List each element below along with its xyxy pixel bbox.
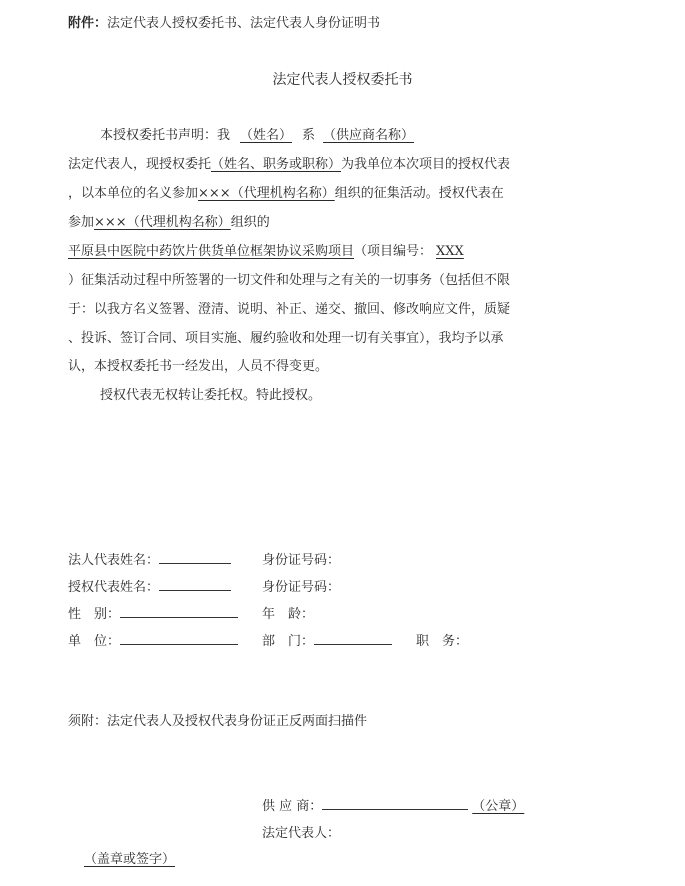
attachment-prefix: 附件：	[68, 16, 108, 31]
gender-label: 性 别：	[68, 607, 121, 622]
delegate-field: （姓名、职务或职称）	[211, 157, 342, 172]
declaration-intro: 本授权委托书声明：我	[100, 128, 231, 143]
declaration-line-4	[68, 211, 270, 230]
document-title: 法定代表人授权委托书	[272, 72, 413, 88]
declaration-line-10: 授权代表无权转让委托权。特此授权。	[100, 388, 322, 403]
line3-post: 组织的征集活动。授权代表在	[334, 186, 504, 201]
stamp-or-sign	[80, 848, 179, 867]
stamp-or-sign-text: （盖章或签字）	[84, 852, 176, 867]
unit-row	[68, 630, 238, 649]
position-label: 职 务：	[416, 634, 469, 649]
auth-rep-name-line	[159, 577, 231, 591]
declaration-line-6: ）征集活动过程中所签署的一切文件和处理与之有关的一切事务（包括但不限	[68, 273, 511, 288]
id-no-2-label: 身份证号码：	[262, 580, 341, 595]
declaration-line-5	[68, 240, 468, 259]
legal-rep-sign-label: 法定代表人：	[262, 826, 341, 841]
line4-post: 组织的	[230, 215, 270, 230]
agency-field-1: ×××（代理机构名称）	[198, 186, 335, 201]
auth-rep-row	[68, 576, 231, 595]
auth-rep-name-label: 授权代表姓名：	[68, 580, 160, 595]
supplier-label: 供 应 商：	[262, 799, 323, 814]
line2-post: 为我单位本次项目的授权代表	[341, 157, 511, 172]
id-no-1-label: 身份证号码：	[262, 553, 341, 568]
declaration-line-9: 认，本授权委托书一经发出，人员不得变更。	[68, 359, 329, 374]
department-label: 部 门：	[262, 634, 315, 649]
declaration-line-1	[100, 124, 422, 143]
gender-line	[120, 604, 238, 618]
project-no: XXX	[436, 244, 464, 259]
declaration-line-7: 于：以我方名义签署、澄清、说明、补正、递交、撤回、修改响应文件，质疑	[68, 302, 511, 317]
line4-pre: 参加	[68, 215, 95, 230]
age-label: 年 龄：	[262, 607, 315, 622]
agency-field-2: ×××（代理机构名称）	[94, 215, 231, 230]
official-seal: （公章）	[472, 799, 525, 814]
line3-pre: ，以本单位的名义参加	[68, 186, 199, 201]
declaration-line-3	[68, 182, 504, 201]
supplier-sign-row	[262, 795, 528, 814]
project-name: 平原县中医院中药饮片供货单位框架协议采购项目	[68, 244, 355, 259]
declaration-line-2	[68, 153, 510, 172]
legal-rep-name-label: 法人代表姓名：	[68, 553, 160, 568]
legal-rep-name-line	[159, 550, 231, 564]
attachment-note: 须附：法定代表人及授权代表身份证正反两面扫描件	[68, 714, 368, 729]
department-row	[262, 630, 392, 649]
supplier-line	[322, 796, 468, 810]
attachment-text: 法定代表人授权委托书、法定代表人身份证明书	[107, 16, 381, 31]
department-line	[314, 631, 392, 645]
name-field: （姓名）	[240, 128, 293, 143]
legal-rep-row	[68, 549, 231, 568]
supplier-field: （供应商名称）	[323, 128, 415, 143]
gender-row	[68, 603, 238, 622]
project-no-label: （项目编号：	[354, 244, 433, 259]
declaration-connector: 系	[302, 128, 316, 143]
line2-pre: 法定代表人，现授权委托	[68, 157, 212, 172]
unit-line	[120, 631, 238, 645]
declaration-line-8: 、投诉、签订合同、项目实施、履约验收和处理一切有关事宜），我均予以承	[68, 331, 504, 346]
attachment-header	[68, 12, 380, 31]
unit-label: 单 位：	[68, 634, 121, 649]
